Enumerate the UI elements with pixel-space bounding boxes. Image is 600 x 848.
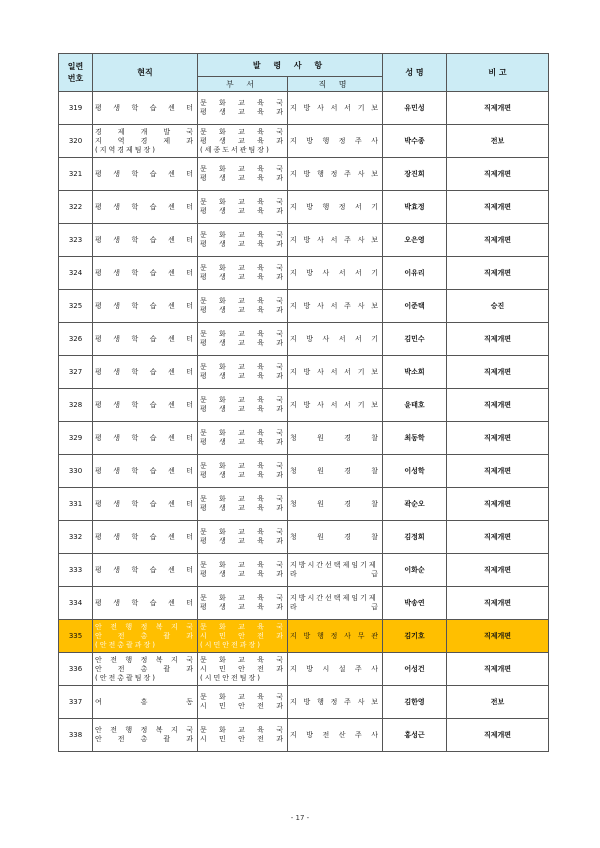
note-cell: 직제개편 [447, 587, 549, 620]
person-name-cell: 박효정 [383, 191, 447, 224]
serial-number-cell: 320 [59, 125, 93, 158]
current-position-cell: 평 생 학 습 센 터 [93, 224, 198, 257]
note-cell: 직제개편 [447, 620, 549, 653]
department-cell: 문 화 교 육 국 평 생 교 육 과 [198, 224, 288, 257]
header-appointment-group: 발 령 사 항 [198, 54, 383, 77]
person-name-cell: 장진희 [383, 158, 447, 191]
serial-number-cell: 323 [59, 224, 93, 257]
department-cell: 문 화 교 육 국 평 생 교 육 과 [198, 455, 288, 488]
table-row [59, 719, 549, 752]
current-position-cell: 평 생 학 습 센 터 [93, 389, 198, 422]
department-cell: 문 화 교 육 국 평 생 교 육 과 [198, 389, 288, 422]
department-cell: 문 화 교 육 국 시 민 안 전 과 [198, 686, 288, 719]
rank-cell: 지방시간선택제임기제 라 급 [288, 554, 383, 587]
rank-cell: 지 방 행 정 서 기 [288, 191, 383, 224]
note-cell: 직제개편 [447, 719, 549, 752]
rank-cell: 청 원 경 찰 [288, 455, 383, 488]
serial-number-cell: 330 [59, 455, 93, 488]
header-name: 성 명 [383, 54, 447, 92]
table-row [59, 521, 549, 554]
department-cell: 문 화 교 육 국 평 생 교 육 과 [198, 488, 288, 521]
page-number: - 17 - [290, 814, 310, 822]
table-body [59, 92, 549, 752]
table-row [59, 455, 549, 488]
serial-number-cell: 336 [59, 653, 93, 686]
note-cell: 직제개편 [447, 653, 549, 686]
current-position-cell: 평 생 학 습 센 터 [93, 521, 198, 554]
rank-cell: 지 방 행 정 주 사 [288, 125, 383, 158]
note-cell: 직제개편 [447, 389, 549, 422]
rank-cell: 청 원 경 찰 [288, 488, 383, 521]
current-position-cell: 안 전 행 정 복 지 국 안 전 총 괄 과 (안전총괄과장) [93, 620, 198, 653]
person-name-cell: 오은영 [383, 224, 447, 257]
rank-cell: 지 방 행 정 주 사 보 [288, 686, 383, 719]
rank-cell: 지 방 사 서 주 사 보 [288, 290, 383, 323]
person-name-cell: 이화순 [383, 554, 447, 587]
person-name-cell: 윤태호 [383, 389, 447, 422]
department-cell: 문 화 교 육 국 평 생 교 육 과 [198, 257, 288, 290]
note-cell: 직제개편 [447, 521, 549, 554]
rank-cell: 지 방 사 서 주 사 보 [288, 224, 383, 257]
department-cell: 문 화 교 육 국 평 생 교 육 과 [198, 323, 288, 356]
person-name-cell: 김기호 [383, 620, 447, 653]
current-position-cell: 안 전 행 정 복 지 국 안 전 총 괄 과 (안전총괄팀장) [93, 653, 198, 686]
note-cell: 직제개편 [447, 422, 549, 455]
current-position-cell: 평 생 학 습 센 터 [93, 323, 198, 356]
serial-number-cell: 333 [59, 554, 93, 587]
rank-cell: 지 방 사 서 서 기 [288, 257, 383, 290]
rank-cell: 지 방 전 산 주 사 [288, 719, 383, 752]
note-cell: 직제개편 [447, 158, 549, 191]
current-position-cell: 평 생 학 습 센 터 [93, 257, 198, 290]
person-name-cell: 김민수 [383, 323, 447, 356]
person-name-cell: 박소희 [383, 356, 447, 389]
header-department: 부 서 [198, 77, 288, 92]
table-row [59, 554, 549, 587]
rank-cell: 지 방 사 서 서 기 보 [288, 389, 383, 422]
note-cell: 직제개편 [447, 356, 549, 389]
table-row [59, 158, 549, 191]
current-position-cell: 평 생 학 습 센 터 [93, 422, 198, 455]
department-cell: 문 화 교 육 국 평 생 교 육 과 [198, 521, 288, 554]
serial-number-cell: 327 [59, 356, 93, 389]
note-cell: 직제개편 [447, 323, 549, 356]
department-cell: 문 화 교 육 국 평 생 교 육 과 [198, 158, 288, 191]
department-cell: 문 화 교 육 국 평 생 교 육 과 (세종도서관팀장) [198, 125, 288, 158]
department-cell: 문 화 교 육 국 시 민 안 전 과 (시민안전팀장) [198, 653, 288, 686]
current-position-cell: 평 생 학 습 센 터 [93, 554, 198, 587]
serial-number-cell: 321 [59, 158, 93, 191]
header-note: 비 고 [447, 54, 549, 92]
person-name-cell: 어성건 [383, 653, 447, 686]
table-row [59, 224, 549, 257]
rank-cell: 지 방 사 서 서 기 [288, 323, 383, 356]
header-row-top [59, 54, 549, 77]
header-serial-number: 일련 번호 [59, 54, 93, 92]
person-name-cell: 홍성근 [383, 719, 447, 752]
person-name-cell: 유민성 [383, 92, 447, 125]
department-cell: 문 화 교 육 국 시 민 안 전 과 [198, 719, 288, 752]
table-row [59, 620, 549, 653]
note-cell: 직제개편 [447, 191, 549, 224]
table-row [59, 389, 549, 422]
serial-number-cell: 332 [59, 521, 93, 554]
table-row [59, 125, 549, 158]
current-position-cell: 여 흥 동 [93, 686, 198, 719]
person-name-cell: 박송연 [383, 587, 447, 620]
current-position-cell: 평 생 학 습 센 터 [93, 92, 198, 125]
current-position-cell: 평 생 학 습 센 터 [93, 356, 198, 389]
person-name-cell: 이준택 [383, 290, 447, 323]
rank-cell: 청 원 경 찰 [288, 521, 383, 554]
current-position-cell: 평 생 학 습 센 터 [93, 191, 198, 224]
serial-number-cell: 324 [59, 257, 93, 290]
note-cell: 전보 [447, 686, 549, 719]
rank-cell: 청 원 경 찰 [288, 422, 383, 455]
serial-number-cell: 326 [59, 323, 93, 356]
table-row [59, 488, 549, 521]
note-cell: 직제개편 [447, 455, 549, 488]
person-name-cell: 이성학 [383, 455, 447, 488]
person-name-cell: 최동학 [383, 422, 447, 455]
rank-cell: 지방시간선택제임기제 라 급 [288, 587, 383, 620]
rank-cell: 지 방 사 서 서 기 보 [288, 356, 383, 389]
department-cell: 문 화 교 육 국 평 생 교 육 과 [198, 290, 288, 323]
serial-number-cell: 337 [59, 686, 93, 719]
note-cell: 직제개편 [447, 224, 549, 257]
table-row [59, 653, 549, 686]
current-position-cell: 평 생 학 습 센 터 [93, 587, 198, 620]
note-cell: 직제개편 [447, 92, 549, 125]
person-name-cell: 이유리 [383, 257, 447, 290]
note-cell: 직제개편 [447, 554, 549, 587]
table-row [59, 92, 549, 125]
department-cell: 문 화 교 육 국 시 민 안 전 과 (시민안전과장) [198, 620, 288, 653]
table-row [59, 290, 549, 323]
department-cell: 문 화 교 육 국 평 생 교 육 과 [198, 554, 288, 587]
serial-number-cell: 338 [59, 719, 93, 752]
person-name-cell: 박수종 [383, 125, 447, 158]
table-row [59, 422, 549, 455]
person-name-cell: 김정희 [383, 521, 447, 554]
serial-number-cell: 335 [59, 620, 93, 653]
department-cell: 문 화 교 육 국 평 생 교 육 과 [198, 92, 288, 125]
table-row [59, 587, 549, 620]
serial-number-cell: 331 [59, 488, 93, 521]
rank-cell: 지 방 시 설 주 사 [288, 653, 383, 686]
personnel-order-table [58, 53, 549, 752]
table-row [59, 356, 549, 389]
serial-number-cell: 329 [59, 422, 93, 455]
current-position-cell: 경 제 개 발 국 지 역 경 제 과 (지역경제팀장) [93, 125, 198, 158]
current-position-cell: 안 전 행 정 복 지 국 안 전 총 괄 과 [93, 719, 198, 752]
department-cell: 문 화 교 육 국 평 생 교 육 과 [198, 191, 288, 224]
person-name-cell: 김한영 [383, 686, 447, 719]
serial-number-cell: 325 [59, 290, 93, 323]
serial-number-cell: 319 [59, 92, 93, 125]
note-cell: 승진 [447, 290, 549, 323]
table-row [59, 191, 549, 224]
table-row [59, 257, 549, 290]
current-position-cell: 평 생 학 습 센 터 [93, 455, 198, 488]
current-position-cell: 평 생 학 습 센 터 [93, 158, 198, 191]
note-cell: 직제개편 [447, 257, 549, 290]
rank-cell: 지 방 행 정 주 사 보 [288, 158, 383, 191]
rank-cell: 지 방 행 정 사 무 관 [288, 620, 383, 653]
person-name-cell: 곽순오 [383, 488, 447, 521]
header-rank: 직 명 [288, 77, 383, 92]
current-position-cell: 평 생 학 습 센 터 [93, 488, 198, 521]
table-row [59, 686, 549, 719]
department-cell: 문 화 교 육 국 평 생 교 육 과 [198, 422, 288, 455]
note-cell: 직제개편 [447, 488, 549, 521]
table-row [59, 323, 549, 356]
rank-cell: 지 방 사 서 서 기 보 [288, 92, 383, 125]
serial-number-cell: 322 [59, 191, 93, 224]
header-current-position: 현직 [93, 54, 198, 92]
department-cell: 문 화 교 육 국 평 생 교 육 과 [198, 356, 288, 389]
department-cell: 문 화 교 육 국 평 생 교 육 과 [198, 587, 288, 620]
serial-number-cell: 334 [59, 587, 93, 620]
note-cell: 전보 [447, 125, 549, 158]
current-position-cell: 평 생 학 습 센 터 [93, 290, 198, 323]
serial-number-cell: 328 [59, 389, 93, 422]
